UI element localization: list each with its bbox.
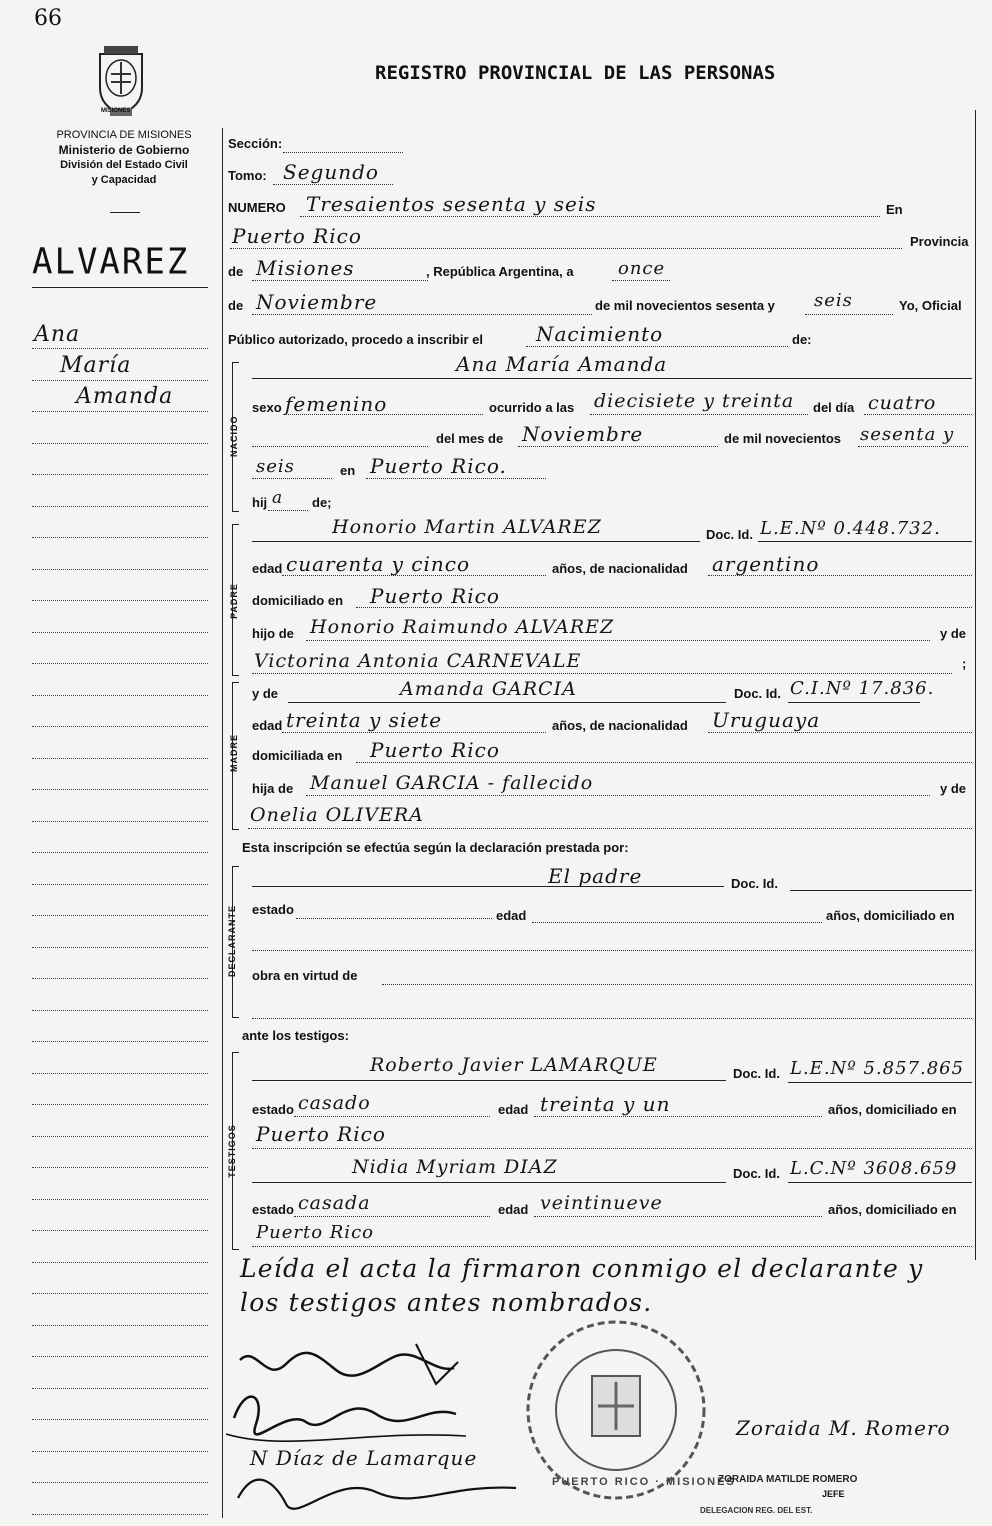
testigo1-edad: treinta y un	[540, 1092, 671, 1116]
dots-sexo	[283, 414, 483, 415]
label-edad-madre: edad	[252, 718, 283, 733]
margin-ruled-line	[32, 758, 208, 759]
margin-ruled-line	[32, 1010, 208, 1011]
label-publico: Público autorizado, procedo a inscribir el	[228, 332, 483, 347]
label-ocurrido: ocurrido a las	[489, 400, 575, 415]
field-dia-nac: cuatro	[868, 392, 937, 414]
dots-hija-de	[306, 795, 930, 796]
field-sexo: femenino	[285, 392, 388, 416]
testigo2-rule	[252, 1182, 726, 1183]
margin-ruled-line	[32, 821, 208, 822]
dots-estado-t1	[294, 1116, 490, 1117]
dots-seccion	[283, 152, 403, 153]
field-provincia: Misiones	[256, 256, 355, 280]
dots-anio	[805, 314, 893, 315]
office-capacity: y Capacidad	[91, 174, 157, 186]
label-de-mil: de mil novecientos sesenta y	[595, 298, 775, 313]
margin-ruled-line	[32, 663, 208, 664]
dots-mes	[252, 314, 592, 315]
declarante-nombre: El padre	[548, 864, 643, 888]
witness-signatures	[226, 1334, 526, 1518]
label-de-1: de	[228, 264, 244, 279]
field-anio-nac-a: sesenta y	[860, 424, 955, 445]
madre-doc: C.I.Nº 17.836.	[790, 678, 935, 699]
margin-ruled-line	[32, 695, 208, 696]
dots-hij	[268, 510, 308, 511]
testigo2-estado: casada	[298, 1192, 371, 1214]
dots-dom-declarante	[252, 950, 972, 951]
dots-tomo	[273, 184, 393, 185]
label-doc-declarante: Doc. Id.	[731, 876, 778, 891]
right-frame	[975, 110, 976, 1260]
section-padre: PADRE	[229, 583, 239, 619]
testigo1-doc: L.E.Nº 5.857.865	[790, 1058, 965, 1079]
madre-madre: Onelia OLIVERA	[250, 804, 424, 826]
label-sexo: sexo	[252, 400, 282, 415]
label-provincia: Provincia	[910, 234, 969, 249]
declarante-rule	[252, 886, 724, 887]
field-lugar-nac: Puerto Rico.	[370, 454, 507, 478]
stamp-text: PUERTO RICO · MISIONES	[552, 1476, 736, 1488]
label-estado-declarante: estado	[252, 902, 294, 917]
office-block	[38, 128, 210, 188]
dots-padre-madre	[252, 673, 952, 674]
label-y-de-padre: y de	[940, 626, 967, 641]
dots-estado-declarante	[296, 918, 492, 919]
margin-ruled-line	[32, 978, 208, 979]
margin-ruled-line	[32, 1199, 208, 1200]
dots-edad-madre	[282, 732, 546, 733]
field-anio-nac-b: seis	[256, 456, 295, 477]
margin-ruled-line	[32, 1136, 208, 1137]
label-de-colon: de:	[792, 332, 812, 347]
madre-doc-rule	[788, 702, 920, 703]
margin-ruled-line	[32, 1104, 208, 1105]
office-ministry: Ministerio de Gobierno	[58, 143, 190, 157]
margin-ruled-line	[32, 443, 208, 444]
field-anio: seis	[814, 290, 853, 311]
margin-ruled-line	[32, 1419, 208, 1420]
nombre-rule	[252, 378, 972, 379]
padre-nombre: Honorio Martin ALVAREZ	[332, 516, 602, 538]
dots-edad-padre	[282, 575, 546, 576]
margin-ruled-line	[32, 348, 208, 349]
label-de-mil-nov: de mil novecientos	[724, 431, 842, 446]
margin-ruled-line	[32, 1482, 208, 1483]
label-estado-t2: estado	[252, 1202, 294, 1217]
label-yo-oficial: Yo, Oficial	[899, 298, 962, 313]
testigo1-domicilio: Puerto Rico	[256, 1122, 386, 1146]
dots-dom-madre	[356, 762, 972, 763]
dots-anio-nac-b	[252, 478, 332, 479]
dots-dom-padre	[356, 607, 972, 608]
label-seccion: Sección:	[228, 136, 283, 151]
madre-nombre-rule	[288, 702, 726, 703]
dots-edad-declarante	[532, 922, 822, 923]
section-nacido: NACIDO	[229, 415, 239, 457]
label-semicolon: ;	[962, 656, 967, 671]
margin-ruled-line	[32, 474, 208, 475]
label-hijo-de: hijo de	[252, 626, 294, 641]
field-mes: Noviembre	[256, 290, 378, 314]
testigo1-nombre: Roberto Javier LAMARQUE	[370, 1054, 658, 1076]
padre-domicilio: Puerto Rico	[370, 584, 500, 608]
testigo2-doc-rule	[788, 1182, 972, 1183]
label-numero: NUMERO	[228, 200, 286, 215]
label-de-semi: de;	[312, 495, 332, 510]
margin-ruled-line	[32, 1073, 208, 1074]
padre-doc-rule	[758, 541, 972, 542]
label-doc-testigo2: Doc. Id.	[733, 1166, 780, 1181]
dots-hijo-de	[306, 640, 930, 641]
testigo2-edad: veintinueve	[540, 1192, 663, 1214]
field-dia: once	[618, 258, 666, 279]
closing-line-2: los testigos antes nombrados.	[240, 1288, 653, 1317]
left-frame	[222, 128, 223, 1518]
dots-estado-t2	[294, 1216, 490, 1217]
margin-ruled-line	[32, 1356, 208, 1357]
label-declaracion: Esta inscripción se efectúa según la declaración prestada por:	[242, 840, 629, 855]
margin-ruled-line	[32, 1230, 208, 1231]
margin-ruled-line	[32, 1388, 208, 1389]
padre-nacionalidad: argentino	[712, 552, 820, 576]
field-mes-nac: Noviembre	[522, 422, 644, 446]
margin-ruled-line	[32, 411, 208, 412]
office-underline	[110, 212, 140, 213]
margin-ruled-line	[32, 1451, 208, 1452]
dots-blank-nacido	[252, 446, 428, 447]
field-lugar: Puerto Rico	[232, 224, 362, 248]
label-edad-declarante: edad	[496, 908, 527, 923]
page-title: REGISTRO PROVINCIAL DE LAS PERSONAS	[375, 62, 776, 84]
padre-madre: Victorina Antonia CARNEVALE	[254, 650, 582, 672]
margin-given-1: Ana	[34, 322, 81, 347]
madre-edad: treinta y siete	[286, 708, 443, 732]
label-nac-padre: años, de nacionalidad	[552, 561, 688, 576]
dots-edad-t2	[534, 1216, 822, 1217]
label-en: En	[886, 202, 903, 217]
official-title: JEFE	[822, 1489, 845, 1499]
margin-ruled-line	[32, 632, 208, 633]
field-nombre: Ana María Amanda	[456, 352, 668, 376]
dots-dom-t2	[252, 1246, 972, 1247]
dots-lugar	[230, 248, 902, 249]
dots-provincia	[252, 280, 428, 281]
label-hij: hij	[252, 495, 268, 510]
delegacion-text: DELEGACION REG. DEL EST.	[700, 1506, 813, 1515]
dots-hora	[590, 414, 808, 415]
margin-ruled-line	[32, 884, 208, 885]
testigo1-estado: casado	[298, 1092, 371, 1114]
section-declarante: DECLARANTE	[227, 905, 237, 977]
margin-ruled-line	[32, 852, 208, 853]
testigo1-rule	[252, 1080, 726, 1081]
margin-ruled-line	[32, 789, 208, 790]
madre-domicilio: Puerto Rico	[370, 738, 500, 762]
dots-dia-nac	[864, 414, 972, 415]
padre-nombre-rule	[252, 541, 700, 542]
margin-surname: ALVAREZ	[32, 241, 190, 283]
label-dom-t2: años, domiciliado en	[828, 1202, 957, 1217]
dots-mes-nac	[518, 446, 718, 447]
label-edad-t2: edad	[498, 1202, 529, 1217]
section-testigos: TESTIGOS	[227, 1124, 237, 1178]
label-dom-declarante: años, domiciliado en	[826, 908, 955, 923]
margin-ruled-line	[32, 947, 208, 948]
label-estado-t1: estado	[252, 1102, 294, 1117]
label-doc-padre: Doc. Id.	[706, 527, 753, 542]
padre-doc: L.E.Nº 0.448.732.	[760, 518, 941, 539]
margin-ruled-line	[32, 1262, 208, 1263]
label-edad-padre: edad	[252, 561, 283, 576]
margin-ruled-line	[32, 600, 208, 601]
margin-given-3: Amanda	[76, 384, 174, 409]
margin-ruled-line	[32, 1041, 208, 1042]
label-obra: obra en virtud de	[252, 968, 358, 983]
madre-nacionalidad: Uruguaya	[712, 708, 821, 732]
dots-lugar-nac	[366, 478, 546, 479]
label-edad-t1: edad	[498, 1102, 529, 1117]
margin-ruled-line	[32, 1514, 208, 1515]
dots-edad-t1	[534, 1116, 822, 1117]
field-hij-suffix: a	[272, 488, 284, 508]
label-del-dia: del día	[813, 400, 855, 415]
dots-dia	[612, 280, 670, 281]
closing-line-1: Leída el acta la firmaron conmigo el declarante y	[240, 1254, 924, 1283]
label-dom-madre: domiciliada en	[252, 748, 343, 763]
label-doc-madre: Doc. Id.	[734, 686, 781, 701]
margin-ruled-line	[32, 380, 208, 381]
testigo2-doc: L.C.Nº 3608.659	[790, 1158, 958, 1179]
field-acto: Nacimiento	[536, 322, 664, 346]
label-doc-testigo1: Doc. Id.	[733, 1066, 780, 1081]
label-y-de-madre: y de	[252, 686, 279, 701]
testigo2-domicilio: Puerto Rico	[256, 1222, 374, 1243]
testigo2-nombre: Nidia Myriam DIAZ	[352, 1156, 558, 1178]
margin-ruled-line	[32, 506, 208, 507]
label-de-2: de	[228, 298, 244, 313]
section-madre: MADRE	[229, 734, 239, 772]
dots-nac-madre	[708, 732, 972, 733]
emblem-text: MISIONES	[101, 108, 131, 114]
label-dom-padre: domiciliado en	[252, 593, 344, 608]
field-numero: Tresaientos sesenta y seis	[306, 192, 597, 216]
margin-ruled-line	[32, 1293, 208, 1294]
official-signature: Zoraida M. Romero	[736, 1416, 951, 1440]
margin-line	[32, 287, 208, 288]
label-nac-madre: años, de nacionalidad	[552, 718, 688, 733]
field-tomo: Segundo	[283, 160, 379, 184]
margin-ruled-line	[32, 569, 208, 570]
dots-acto	[526, 346, 788, 347]
label-republica: , República Argentina, a	[426, 264, 574, 279]
label-del-mes: del mes de	[436, 431, 504, 446]
margin-ruled-line	[32, 915, 208, 916]
margin-ruled-line	[32, 1325, 208, 1326]
witness-2-signature: N Díaz de Lamarque	[250, 1446, 478, 1470]
testigo1-doc-rule	[788, 1082, 972, 1083]
label-y-de-madre2: y de	[940, 781, 967, 796]
label-testigos: ante los testigos:	[242, 1028, 349, 1043]
office-province: PROVINCIA DE MISIONES	[56, 129, 192, 141]
margin-ruled-line	[32, 726, 208, 727]
dots-obra	[382, 984, 972, 985]
margin-ruled-line	[32, 537, 208, 538]
madre-nombre: Amanda GARCIA	[400, 678, 577, 700]
dots-numero	[300, 216, 880, 217]
page-number: 66	[34, 6, 62, 31]
dots-obra-2	[252, 1018, 972, 1019]
margin-ruled-line	[32, 1167, 208, 1168]
declarante-doc-rule	[790, 890, 972, 891]
dots-dom-t1	[252, 1148, 972, 1149]
padre-padre: Honorio Raimundo ALVAREZ	[310, 616, 615, 638]
label-dom-t1: años, domiciliado en	[828, 1102, 957, 1117]
office-division: División del Estado Civil	[60, 159, 188, 171]
dots-madre-madre	[248, 828, 972, 829]
field-hora: diecisiete y treinta	[594, 390, 795, 412]
label-tomo: Tomo:	[228, 168, 267, 183]
label-hija-de: hija de	[252, 781, 294, 796]
madre-padre: Manuel GARCIA - fallecido	[310, 772, 594, 794]
dots-anio-nac-a	[858, 446, 968, 447]
official-typed-name: ZORAIDA MATILDE ROMERO	[718, 1474, 858, 1485]
padre-edad: cuarenta y cinco	[286, 552, 470, 576]
dots-nac-padre	[708, 575, 972, 576]
margin-given-2: María	[60, 353, 132, 378]
label-en-nac: en	[340, 463, 356, 478]
